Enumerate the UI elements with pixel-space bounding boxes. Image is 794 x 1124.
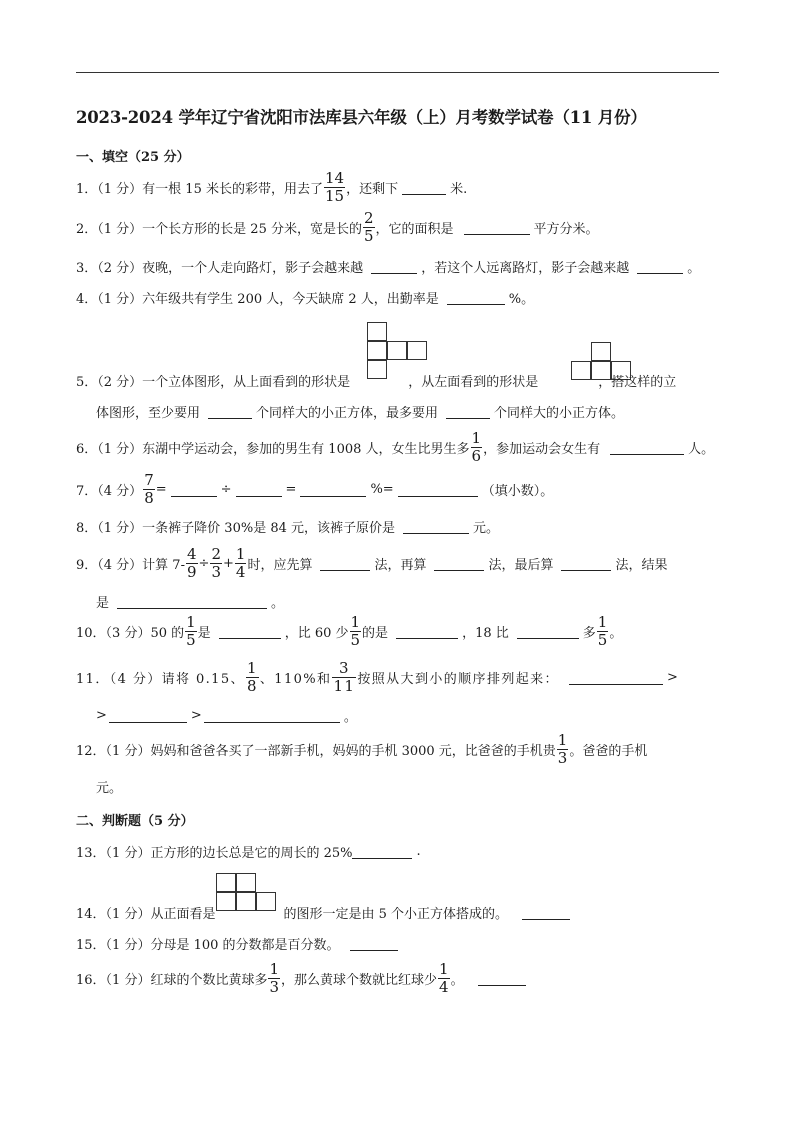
answer-blank[interactable] xyxy=(403,519,469,534)
answer-blank[interactable] xyxy=(109,708,187,723)
fraction: $\frac{1}{5}$ xyxy=(350,612,361,649)
answer-blank[interactable] xyxy=(434,556,484,571)
question-12: 12．（1 分）妈妈和爸爸各买了一部新手机，妈妈的手机 3000 元，比爸爸的手机贵 $\frac{1}{3}$ 。爸爸的手机 xyxy=(76,730,648,767)
question-2: 2．（1 分）一个长方形的长是 25 分米，宽是长的 $\frac{2}{5}$ ，它的面积是 平方分米。 xyxy=(76,208,599,245)
fraction: $\frac{1}{4}$ xyxy=(439,959,449,996)
fraction: $\frac{3}{11}$ xyxy=(333,658,356,695)
answer-blank[interactable] xyxy=(236,482,282,497)
fraction: $\frac{1}{4}$ xyxy=(235,544,246,581)
answer-blank[interactable] xyxy=(398,482,478,497)
question-14: 14．（1 分）从正面看是 的图形一定是由 5 个小正方体搭成的。 xyxy=(76,897,574,927)
answer-blank[interactable] xyxy=(371,259,417,274)
question-4: 4．（1 分）六年级共有学生 200 人，今天缺席 2 人，出勤率是 %。 xyxy=(76,291,535,307)
question-7: 7．（4 分） $\frac{7}{8}$ = ÷ = %= （填小数）。 xyxy=(76,470,554,507)
fraction: $\frac{1}{5}$ xyxy=(186,612,196,649)
answer-blank[interactable] xyxy=(569,670,663,685)
fraction: $\frac{4}{9}$ xyxy=(186,544,197,581)
question-13: 13．（1 分）正方形的边长总是它的周长的 25% . xyxy=(76,843,421,861)
answer-blank[interactable] xyxy=(171,482,217,497)
answer-blank[interactable] xyxy=(320,556,370,571)
answer-blank[interactable] xyxy=(208,404,252,419)
answer-blank[interactable] xyxy=(402,180,446,195)
answer-blank[interactable] xyxy=(478,971,526,986)
question-1: 1．（1 分）有一根 15 米长的彩带，用去了 $\frac{14}{15}$ ，还剩下 米. xyxy=(76,168,468,205)
answer-blank[interactable] xyxy=(464,220,530,235)
question-16: 16．（1 分）红球的个数比黄球多 $\frac{1}{3}$ ，那么黄球个数就比红球少 $\frac{1}{4}$ 。 xyxy=(76,963,530,993)
question-9-cont: 是 。 xyxy=(96,595,285,611)
answer-blank[interactable] xyxy=(517,624,579,639)
fraction: $\frac{1}{6}$ xyxy=(471,428,482,465)
question-11: 11．（4 分）请将 0.15、 $\frac{1}{8}$ 、110%和 $\frac{3}{11}$ 按照从大到小的顺序排列起来： > xyxy=(76,658,680,695)
question-5-cont: 体图形，至少要用 个同样大的小正方体，最多要用 个同样大的小正方体。 xyxy=(96,405,625,421)
question-10: 10．（3 分）50 的 $\frac{1}{5}$ 是 ，比 60 少 $\frac{1}{5}$ 的是 ，18 比 多 $\frac{1}{5}$ 。 xyxy=(76,612,623,649)
fraction: $\frac{2}{5}$ xyxy=(363,208,374,245)
page-title: 2023-2024 学年辽宁省沈阳市法库县六年级（上）月考数学试卷（11 月份） xyxy=(76,108,647,127)
answer-blank[interactable] xyxy=(637,259,683,274)
question-8: 8．（1 分）一条裤子降价 30%是 84 元，该裤子原价是 元。 xyxy=(76,520,500,536)
answer-blank[interactable] xyxy=(447,290,505,305)
fraction: $\frac{1}{5}$ xyxy=(597,612,608,649)
fraction: $\frac{14}{15}$ xyxy=(324,168,345,205)
question-3: 3．（2 分）夜晚，一个人走向路灯，影子会越来越 ，若这个人远离路灯，影子会越来越 。 xyxy=(76,260,701,276)
question-15: 15．（1 分）分母是 100 的分数都是百分数。 xyxy=(76,928,402,958)
answer-blank[interactable] xyxy=(352,844,412,859)
section-heading-true-false: 二、判断题（5 分） xyxy=(76,814,194,829)
question-5: 5．（2 分）一个立体图形，从上面看到的形状是 ，从左面看到的形状是 ，搭这样的立 xyxy=(76,374,677,390)
fraction: $\frac{2}{3}$ xyxy=(211,544,221,581)
answer-blank[interactable] xyxy=(204,708,340,723)
question-6: 6．（1 分）东湖中学运动会，参加的男生有 1008 人，女生比男生多 $\frac{1}{6}$ ，参加运动会女生有 人。 xyxy=(76,428,715,465)
fraction: $\frac{1}{3}$ xyxy=(269,959,279,996)
question-11-cont: > > 。 xyxy=(96,707,357,725)
answer-blank[interactable] xyxy=(610,440,684,455)
answer-blank[interactable] xyxy=(561,556,611,571)
answer-blank[interactable] xyxy=(446,404,490,419)
answer-blank[interactable] xyxy=(219,624,281,639)
fraction: $\frac{7}{8}$ xyxy=(144,470,154,507)
answer-blank[interactable] xyxy=(350,936,398,951)
fraction: $\frac{1}{8}$ xyxy=(246,658,258,695)
answer-blank[interactable] xyxy=(117,594,267,609)
answer-blank[interactable] xyxy=(396,624,458,639)
section-heading-fill-blank: 一、填空（25 分） xyxy=(76,150,190,165)
question-12-cont: 元。 xyxy=(96,780,123,796)
answer-blank[interactable] xyxy=(522,905,570,920)
answer-blank[interactable] xyxy=(300,482,366,497)
question-9: 9．（4 分）计算 7- $\frac{4}{9}$ ÷ $\frac{2}{3}$ + $\frac{1}{4}$ 时，应先算 法，再算 法，最后算 法，结果 xyxy=(76,544,668,581)
fraction: $\frac{1}{3}$ xyxy=(557,730,568,767)
header-rule xyxy=(76,72,719,73)
